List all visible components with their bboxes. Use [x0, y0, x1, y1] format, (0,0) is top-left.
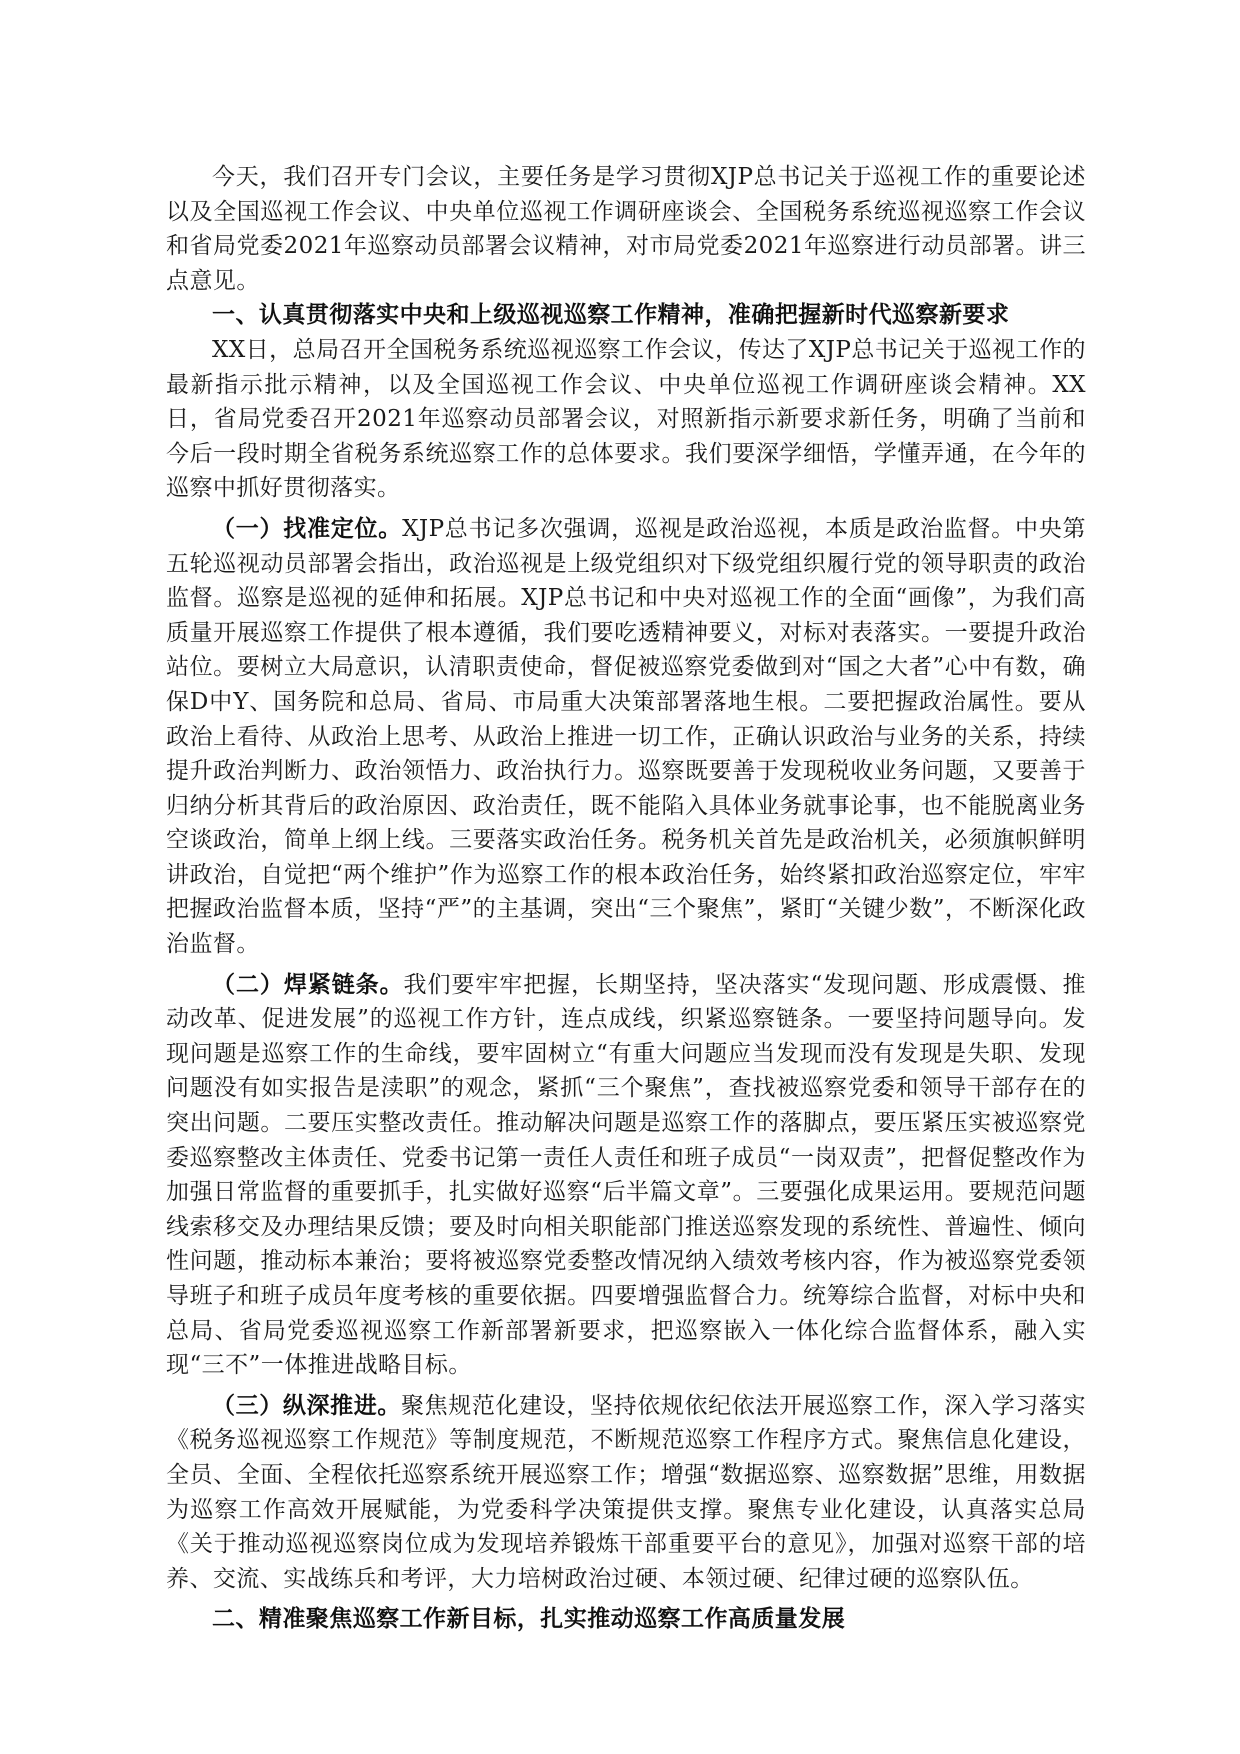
paragraph-text: XX日，总局召开全国税务系统巡视巡察工作会议，传达了XJP总书记关于巡视工作的最新指示批示精神，以及全国巡视工作会议、中央单位巡视工作调研座谈会精神。XX日，省局党委召开2021年巡察动员部署会议，对照新指示新要求新任务，明确了当前和今后一段时期全省税务系统巡察工作的总体要求。我们要深学细悟，学懂弄通，在今年的巡察中抓好贯彻落实。	[166, 336, 1086, 502]
subsection-paragraph-2	[166, 968, 1086, 1383]
paragraph-text: 聚焦规范化建设，坚持依规依纪依法开展巡察工作，深入学习落实《税务巡视巡察工作规范》等制度规范，不断规范巡察工作程序方式。聚焦信息化建设，全员、全面、全程依托巡察系统开展巡察工作；增强“数据巡察、巡察数据”思维，用数据为巡察工作高效开展赋能，为党委科学决策提供支撑。聚焦专业化建设，认真落实总局《关于推动巡视巡察岗位成为发现培养锻炼干部重要平台的意见》，加强对巡察干部的培养、交流、实战练兵和考评，大力培树政治过硬、本领过硬、纪律过硬的巡察队伍。	[166, 1392, 1086, 1592]
section-heading-1	[166, 298, 1086, 333]
paragraph-text: XJP总书记多次强调，巡视是政治巡视，本质是政治监督。中央第五轮巡视动员部署会指出，政治巡视是上级党组织对下级党组织履行党的领导职责的政治监督。巡察是巡视的延伸和拓展。XJP总书记和中央对巡视工作的全面“画像”，为我们高质量开展巡察工作提供了根本遵循，我们要吃透精神要义，对标对表落实。一要提升政治站位。要树立大局意识，认清职责使命，督促被巡察党委做到对“国之大者”心中有数，确保D中Y、国务院和总局、省局、市局重大决策部署落地生根。二要把握政治属性。要从政治上看待、从政治上思考、从政治上推进一切工作，正确认识政治与业务的关系，持续提升政治判断力、政治领悟力、政治执行力。巡察既要善于发现税收业务问题，又要善于归纳分析其背后的政治原因、政治责任，既不能陷入具体业务就事论事，也不能脱离业务空谈政治，简单上纲上线。三要落实政治任务。税务机关首先是政治机关，必须旗帜鲜明讲政治，自觉把“两个维护”作为巡察工作的根本政治任务，始终紧扣政治巡察定位，牢牢把握政治监督本质，坚持“严”的主基调，突出“三个聚焦”，紧盯“关键少数”，不断深化政治监督。	[166, 515, 1086, 958]
subsection-lead: （二）焊紧链条。	[212, 970, 404, 998]
heading-text: 二、精准聚焦巡察工作新目标，扎实推动巡察工作高质量发展	[212, 1605, 846, 1633]
intro-paragraph	[166, 160, 1086, 298]
subsection-lead: （一）找准定位。	[212, 514, 403, 542]
subsection-paragraph-1	[166, 512, 1086, 962]
heading-text: 一、认真贯彻落实中央和上级巡视巡察工作精神，准确把握新时代巡察新要求	[212, 301, 1010, 329]
paragraph-text: 今天，我们召开专门会议，主要任务是学习贯彻XJP总书记关于巡视工作的重要论述以及全国巡视工作会议、中央单位巡视工作调研座谈会、全国税务系统巡视巡察工作会议和省局党委2021年巡察动员部署会议精神，对市局党委2021年巡察进行动员部署。讲三点意见。	[166, 164, 1086, 294]
document-body	[166, 160, 1086, 1637]
subsection-paragraph-3	[166, 1389, 1086, 1597]
body-paragraph	[166, 333, 1086, 506]
section-heading-2	[166, 1602, 1086, 1637]
paragraph-text: 我们要牢牢把握，长期坚持，坚决落实“发现问题、形成震慑、推动改革、促进发展”的巡视工作方针，连点成线，织紧巡察链条。一要坚持问题导向。发现问题是巡察工作的生命线，要牢固树立“有重大问题应当发现而没有发现是失职、发现问题没有如实报告是渎职”的观念，紧抓“三个聚焦”，查找被巡察党委和领导干部存在的突出问题。二要压实整改责任。推动解决问题是巡察工作的落脚点，要压紧压实被巡察党委巡察整改主体责任、党委书记第一责任人责任和班子成员“一岗双责”，把督促整改作为加强日常监督的重要抓手，扎实做好巡察“后半篇文章”。三要强化成果运用。要规范问题线索移交及办理结果反馈；要及时向相关职能部门推送巡察发现的系统性、普遍性、倾向性问题，推动标本兼治；要将被巡察党委整改情况纳入绩效考核内容，作为被巡察党委领导班子和班子成员年度考核的重要依据。四要增强监督合力。统筹综合监督，对标中央和总局、省局党委巡视巡察工作新部署新要求，把巡察嵌入一体化综合监督体系，融入实现“三不”一体推进战略目标。	[166, 971, 1086, 1379]
subsection-lead: （三）纵深推进。	[212, 1391, 402, 1419]
